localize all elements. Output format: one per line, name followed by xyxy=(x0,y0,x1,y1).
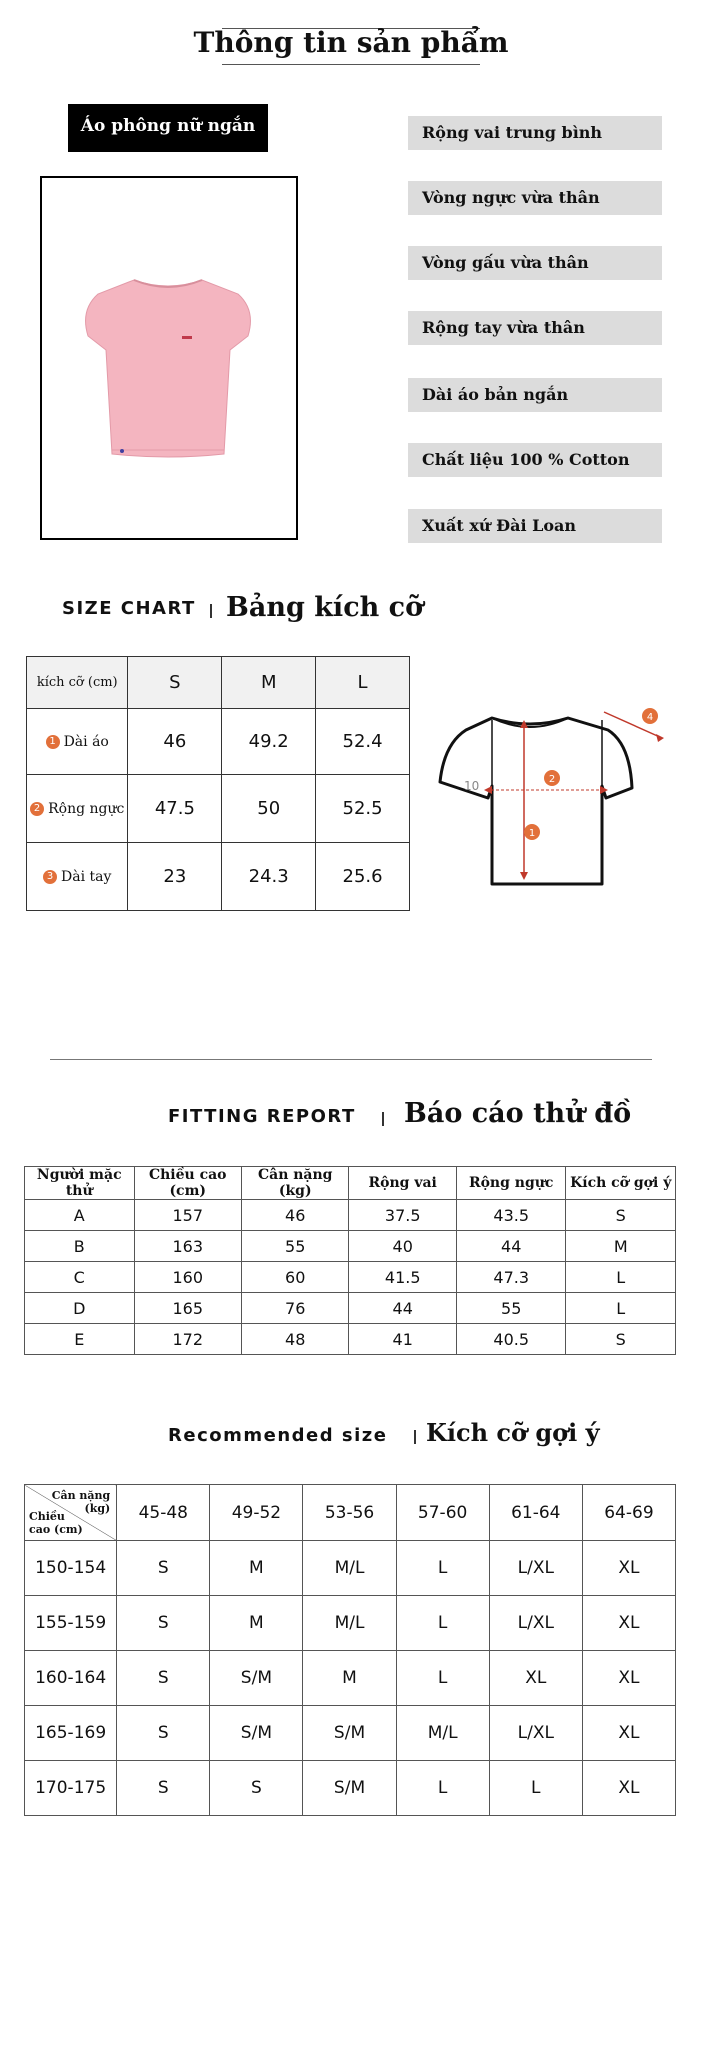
recommended-cell: M xyxy=(210,1541,303,1596)
fitting-cell: 40 xyxy=(349,1231,456,1262)
diagram-mark-2-label: 2 xyxy=(548,774,556,785)
recommended-corner-cell xyxy=(25,1485,117,1541)
fitting-cell: 60 xyxy=(241,1262,348,1293)
row-label-chest: Rộng ngực xyxy=(48,800,125,817)
recommended-cell: XL xyxy=(582,1706,675,1761)
recommended-row xyxy=(25,1651,676,1706)
fitting-cell: 46 xyxy=(241,1200,348,1231)
recommended-cell: L/XL xyxy=(489,1596,582,1651)
recommended-cell: L/XL xyxy=(489,1541,582,1596)
recommended-cell: S/M xyxy=(210,1651,303,1706)
recommended-title-en: Recommended size xyxy=(168,1425,388,1446)
size-header-label: kích cỡ (cm) xyxy=(27,657,128,709)
fitting-cell: 47.3 xyxy=(456,1262,566,1293)
height-label: 165-169 xyxy=(25,1706,117,1761)
fitting-cell: D xyxy=(25,1293,135,1324)
title-rule-bottom xyxy=(222,64,480,65)
recommended-cell: L xyxy=(396,1651,489,1706)
diagram-mark-1-label: 1 xyxy=(528,828,536,839)
fitting-header: Chiều cao (cm) xyxy=(134,1167,241,1200)
fitting-cell: S xyxy=(566,1200,676,1231)
size-cell: 49.2 xyxy=(222,709,316,775)
recommended-cell: M/L xyxy=(303,1541,396,1596)
badge-3: 3 xyxy=(43,870,57,884)
fitting-cell: M xyxy=(566,1231,676,1262)
size-header-s: S xyxy=(128,657,222,709)
size-row-chest xyxy=(27,775,410,843)
fitting-header: Kích cỡ gợi ý xyxy=(566,1167,676,1200)
attribute-sleeve: Rộng tay vừa thân xyxy=(408,311,662,345)
fitting-report-title-vi: Báo cáo thử đồ xyxy=(404,1098,632,1129)
shirt-icon xyxy=(42,178,295,537)
fitting-cell: B xyxy=(25,1231,135,1262)
size-row-label xyxy=(27,709,128,775)
recommended-row xyxy=(25,1596,676,1651)
recommended-row xyxy=(25,1541,676,1596)
attribute-shoulder: Rộng vai trung bình xyxy=(408,116,662,150)
size-chart-divider xyxy=(210,604,212,618)
fitting-cell: 157 xyxy=(134,1200,241,1231)
fitting-cell: C xyxy=(25,1262,135,1293)
weight-header: 49-52 xyxy=(210,1485,303,1541)
page-title: Thông tin sản phẩm xyxy=(193,26,509,59)
corner-height-label: Chiều cao (cm) xyxy=(29,1510,83,1536)
height-label: 150-154 xyxy=(25,1541,117,1596)
fitting-header: Người mặc thử xyxy=(25,1167,135,1200)
size-cell: 52.4 xyxy=(316,709,410,775)
size-cell: 23 xyxy=(128,843,222,911)
recommended-cell: M/L xyxy=(396,1706,489,1761)
recommended-cell: S/M xyxy=(210,1706,303,1761)
recommended-cell: M/L xyxy=(303,1596,396,1651)
recommended-cell: L xyxy=(489,1761,582,1816)
fitting-row xyxy=(25,1293,676,1324)
recommended-cell: S xyxy=(117,1761,210,1816)
fitting-cell: 40.5 xyxy=(456,1324,566,1355)
fitting-cell: 55 xyxy=(456,1293,566,1324)
recommended-cell: M xyxy=(210,1596,303,1651)
height-label: 160-164 xyxy=(25,1651,117,1706)
fitting-cell: 172 xyxy=(134,1324,241,1355)
recommended-divider xyxy=(414,1430,416,1444)
shirt-outline-icon xyxy=(440,718,632,884)
height-label: 170-175 xyxy=(25,1761,117,1816)
size-header-l: L xyxy=(316,657,410,709)
size-row-label xyxy=(27,775,128,843)
fitting-cell: 41 xyxy=(349,1324,456,1355)
fitting-cell: A xyxy=(25,1200,135,1231)
attribute-chest: Vòng ngực vừa thân xyxy=(408,181,662,215)
fitting-row xyxy=(25,1324,676,1355)
fitting-cell: 165 xyxy=(134,1293,241,1324)
fitting-cell: 43.5 xyxy=(456,1200,566,1231)
badge-1: 1 xyxy=(46,735,60,749)
recommended-cell: L/XL xyxy=(489,1706,582,1761)
fitting-cell: S xyxy=(566,1324,676,1355)
fitting-row xyxy=(25,1262,676,1293)
recommended-cell: S xyxy=(117,1651,210,1706)
size-chart-table xyxy=(26,656,410,911)
recommended-cell: L xyxy=(396,1541,489,1596)
recommended-cell: XL xyxy=(582,1651,675,1706)
size-row-sleeve xyxy=(27,843,410,911)
size-cell: 24.3 xyxy=(222,843,316,911)
recommended-cell: S xyxy=(117,1706,210,1761)
fitting-row xyxy=(25,1200,676,1231)
size-chart-title-vi: Bảng kích cỡ xyxy=(226,592,424,623)
recommended-title-vi: Kích cỡ gợi ý xyxy=(426,1418,600,1447)
product-label: Áo phông nữ ngắn tay xyxy=(68,104,268,152)
size-row-label xyxy=(27,843,128,911)
fitting-cell: 44 xyxy=(456,1231,566,1262)
recommended-cell: L xyxy=(396,1761,489,1816)
recommended-cell: XL xyxy=(582,1761,675,1816)
size-chart-title-en: SIZE CHART xyxy=(62,598,196,619)
size-cell: 25.6 xyxy=(316,843,410,911)
row-label-sleeve: Dài tay xyxy=(61,868,112,885)
recommended-cell: S xyxy=(117,1541,210,1596)
size-cell: 46 xyxy=(128,709,222,775)
attribute-hem: Vòng gấu vừa thân xyxy=(408,246,662,280)
row-label-length: Dài áo xyxy=(63,733,109,750)
size-row-length xyxy=(27,709,410,775)
fitting-cell: E xyxy=(25,1324,135,1355)
attribute-length: Dài áo bản ngắn xyxy=(408,378,662,412)
fitting-header: Cân nặng (kg) xyxy=(241,1167,348,1200)
weight-header: 64-69 xyxy=(582,1485,675,1541)
recommended-header-row xyxy=(25,1485,676,1541)
size-chart-header-row xyxy=(27,657,410,709)
recommended-cell: XL xyxy=(582,1596,675,1651)
fitting-cell: 44 xyxy=(349,1293,456,1324)
size-cell: 47.5 xyxy=(128,775,222,843)
fitting-cell: L xyxy=(566,1293,676,1324)
recommended-row xyxy=(25,1706,676,1761)
fitting-cell: 55 xyxy=(241,1231,348,1262)
badge-2: 2 xyxy=(30,802,44,816)
fitting-report-divider xyxy=(382,1112,384,1126)
diagram-text: 10 xyxy=(464,779,480,793)
product-photo-frame xyxy=(40,176,298,540)
weight-header: 61-64 xyxy=(489,1485,582,1541)
attribute-origin: Xuất xứ Đài Loan xyxy=(408,509,662,543)
recommended-cell: M xyxy=(303,1651,396,1706)
weight-header: 57-60 xyxy=(396,1485,489,1541)
size-header-m: M xyxy=(222,657,316,709)
recommended-cell: XL xyxy=(582,1541,675,1596)
size-cell: 50 xyxy=(222,775,316,843)
recommended-cell: S/M xyxy=(303,1706,396,1761)
weight-header: 53-56 xyxy=(303,1485,396,1541)
recommended-row xyxy=(25,1761,676,1816)
diagram-mark-4-label: 4 xyxy=(646,712,654,723)
fitting-cell: 163 xyxy=(134,1231,241,1262)
fitting-header: Rộng ngực xyxy=(456,1167,566,1200)
fitting-report-table xyxy=(24,1166,676,1355)
recommended-size-table xyxy=(24,1484,676,1816)
recommended-cell: XL xyxy=(489,1651,582,1706)
fitting-cell: 48 xyxy=(241,1324,348,1355)
fitting-header: Rộng vai xyxy=(349,1167,456,1200)
corner-weight-label: Cân nặng (kg) xyxy=(51,1489,111,1515)
section-divider xyxy=(50,1059,652,1060)
recommended-cell: S/M xyxy=(303,1761,396,1816)
fitting-cell: 37.5 xyxy=(349,1200,456,1231)
recommended-cell: S xyxy=(210,1761,303,1816)
fitting-cell: 76 xyxy=(241,1293,348,1324)
weight-header: 45-48 xyxy=(117,1485,210,1541)
size-cell: 52.5 xyxy=(316,775,410,843)
height-label: 155-159 xyxy=(25,1596,117,1651)
fitting-report-title-en: FITTING REPORT xyxy=(168,1106,356,1127)
shirt-measurement-diagram xyxy=(436,700,672,890)
recommended-cell: L xyxy=(396,1596,489,1651)
attribute-material: Chất liệu 100 % Cotton xyxy=(408,443,662,477)
fitting-cell: L xyxy=(566,1262,676,1293)
fitting-row xyxy=(25,1231,676,1262)
fitting-header-row xyxy=(25,1167,676,1200)
recommended-cell: S xyxy=(117,1596,210,1651)
fitting-cell: 41.5 xyxy=(349,1262,456,1293)
fitting-cell: 160 xyxy=(134,1262,241,1293)
